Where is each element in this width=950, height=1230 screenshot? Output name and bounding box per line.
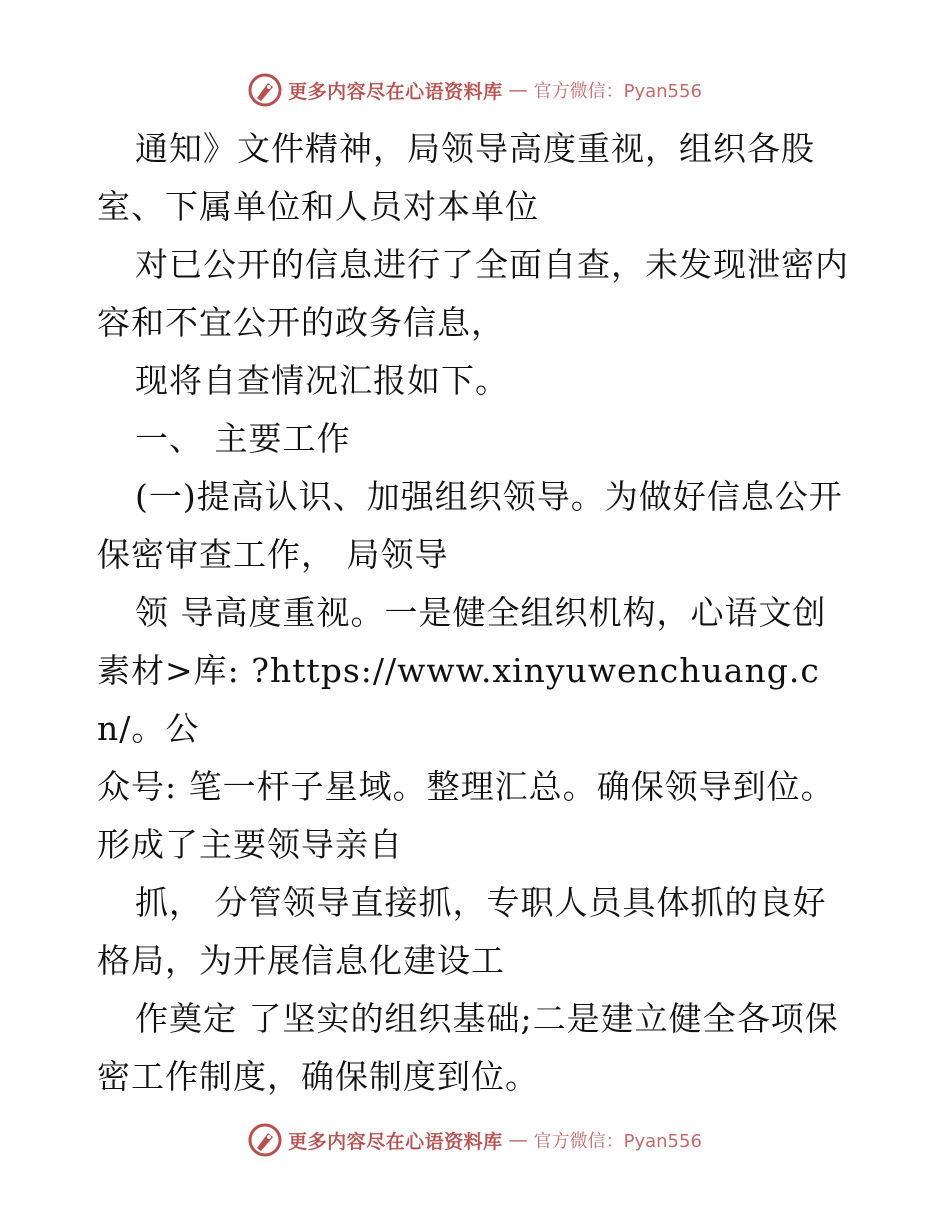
- banner-main-text: 更多内容尽在心语资料库: [288, 1130, 503, 1153]
- body-line: 形成了主要领导亲自: [97, 825, 403, 864]
- body-line: 室、下属单位和人员对本单位: [97, 187, 539, 226]
- body-line: 密工作制度，确保制度到位。: [97, 1057, 539, 1096]
- banner-wechat-text: 官方微信：Pyan556: [533, 1131, 702, 1152]
- banner-main-text: 更多内容尽在心语资料库: [288, 80, 503, 103]
- pen-nib-logo-icon: [248, 73, 282, 107]
- body-line: 通知》文件精神，局领导高度重视，组织各股: [135, 129, 815, 168]
- body-line: 格局，为开展信息化建设工: [97, 941, 505, 980]
- body-line: 领 导高度重视。一是健全组织机构，心语文创: [135, 593, 827, 632]
- body-line: 抓， 分管领导直接抓，专职人员具体抓的良好: [135, 883, 827, 922]
- pen-nib-logo-icon: [248, 1123, 282, 1157]
- body-line: 保密审查工作， 局领导: [97, 535, 449, 574]
- body-line: 对已公开的信息进行了全面自查，未发现泄密内: [135, 245, 849, 284]
- section-heading: 一、 主要工作: [135, 419, 351, 458]
- body-line: 素材>库: ?https://www.xinyuwenchuang.cn/。公: [97, 651, 820, 748]
- body-line: 现将自查情况汇报如下。: [135, 361, 509, 400]
- banner-wechat-text: 官方微信：Pyan556: [533, 81, 702, 102]
- banner-separator: —: [508, 1129, 528, 1151]
- body-line: (一)提高认识、加强组织领导。为做好信息公开: [135, 477, 843, 516]
- footer-banner: [0, 1120, 950, 1160]
- body-line: 众号: 笔一杆子星域。整理汇总。确保领导到位。: [97, 767, 835, 806]
- header-banner: [0, 70, 950, 110]
- body-line: 容和不宜公开的政务信息，: [97, 303, 505, 342]
- banner-separator: —: [508, 79, 528, 101]
- body-line: 作奠定 了坚实的组织基础;二是建立健全各项保: [135, 999, 839, 1038]
- document-body: [97, 120, 857, 1106]
